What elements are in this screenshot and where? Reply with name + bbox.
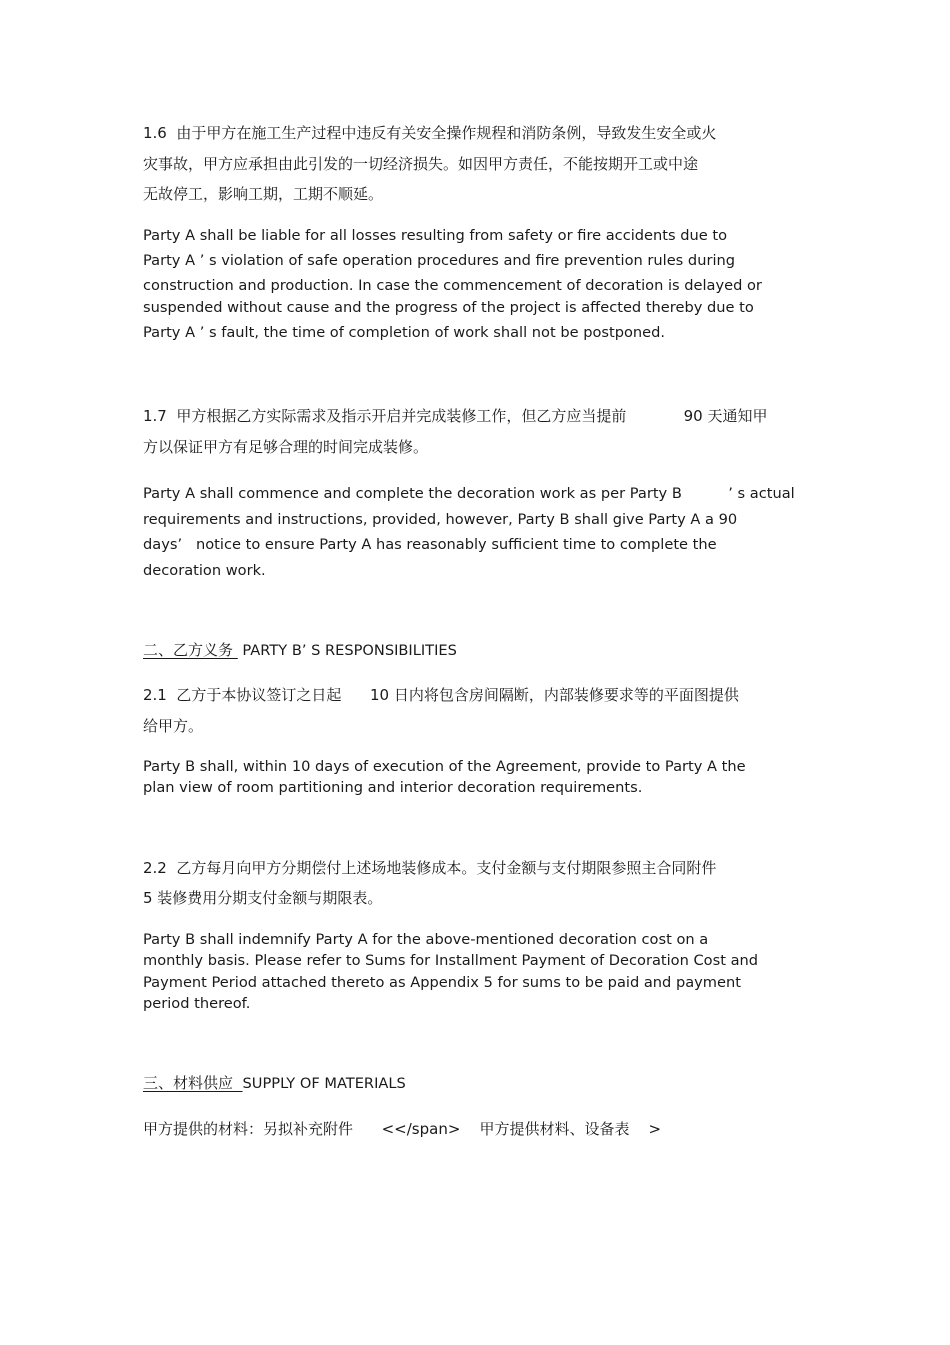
clause-2-1-en-line-2: plan view of room partitioning and interior decoration requirements. [143,779,643,796]
clause-2-1-zh-line-2: 给甲方。 [143,717,204,735]
clause-2-2-en-line-4: period thereof. [143,995,251,1012]
clause-2-2-en-line-1: Party B shall indemnify Party A for the above-mentioned decoration cost on a [143,931,709,948]
heading-supply-of-materials [143,1073,406,1094]
clause-1-7-en-line-1: Party A shall commence and complete the decoration work as per Party B ’ s actual [143,485,795,502]
clause-2-1-en-line-1: Party B shall, within 10 days of execution of the Agreement, provide to Party A the [143,758,746,775]
clause-2-2-zh-line-2: 5 装修费用分期支付金额与期限表。 [143,889,383,907]
heading-2-en: PARTY B’ S RESPONSIBILITIES [237,642,457,659]
clause-2-2-en-line-2: monthly basis. Please refer to Sums for Installment Payment of Decoration Cost and [143,952,759,969]
clause-1-7-zh-line-1: 1.7 甲方根据乙方实际需求及指示开启并完成装修工作，但乙方应当提前 90 天通知甲 [143,407,768,425]
clause-1-6-en-line-1: Party A shall be liable for all losses resulting from safety or fire accidents due to [143,227,728,244]
clause-1-7-zh-line-2: 方以保证甲方有足够合理的时间完成装修。 [143,438,429,456]
heading-party-b-responsibilities [143,640,457,661]
clause-2-2-zh-line-1: 2.2 乙方每月向甲方分期偿付上述场地装修成本。支付金额与支付期限参照主合同附件 [143,859,717,877]
clause-1-6-zh-line-1: 1.6 由于甲方在施工生产过程中违反有关安全操作规程和消防条例，导致发生安全或火 [143,124,717,142]
clause-1-6-en-line-4: suspended without cause and the progress of the project is affected thereby due to [143,299,754,316]
clause-1-6-en-line-5: Party A ’ s fault, the time of completion of work shall not be postponed. [143,324,666,341]
heading-2-zh: 二、乙方义务 [143,641,238,659]
clause-1-7-en-line-2: requirements and instructions, provided, however, Party B shall give Party A a 90 [143,511,738,528]
clause-1-6-zh-line-3: 无故停工，影响工期，工期不顺延。 [143,185,384,203]
heading-3-en: SUPPLY OF MATERIALS [242,1075,406,1092]
clause-1-7-en-line-3: days’ notice to ensure Party A has reasonably sufficient time to complete the [143,536,717,553]
clause-2-2-en-line-3: Payment Period attached thereto as Appendix 5 for sums to be paid and payment [143,974,741,991]
heading-3-zh: 三、材料供应 [143,1074,243,1092]
clause-1-6-zh-line-2: 灾事故，甲方应承担由此引发的一切经济损失。如因甲方责任，不能按期开工或中途 [143,155,699,173]
clause-1-7-en-line-4: decoration work. [143,562,266,579]
clause-1-6-en-line-2: Party A ’ s violation of safe operation procedures and fire prevention rules during [143,252,736,269]
clause-1-6-en-line-3: construction and production. In case the commencement of decoration is delayed or [143,277,762,294]
materials-provided-line: 甲方提供的材料：另拟补充附件 <</span> 甲方提供材料、设备表 > [143,1120,662,1138]
clause-2-1-zh-line-1: 2.1 乙方于本协议签订之日起 10 日内将包含房间隔断，内部装修要求等的平面图提供 [143,686,739,704]
